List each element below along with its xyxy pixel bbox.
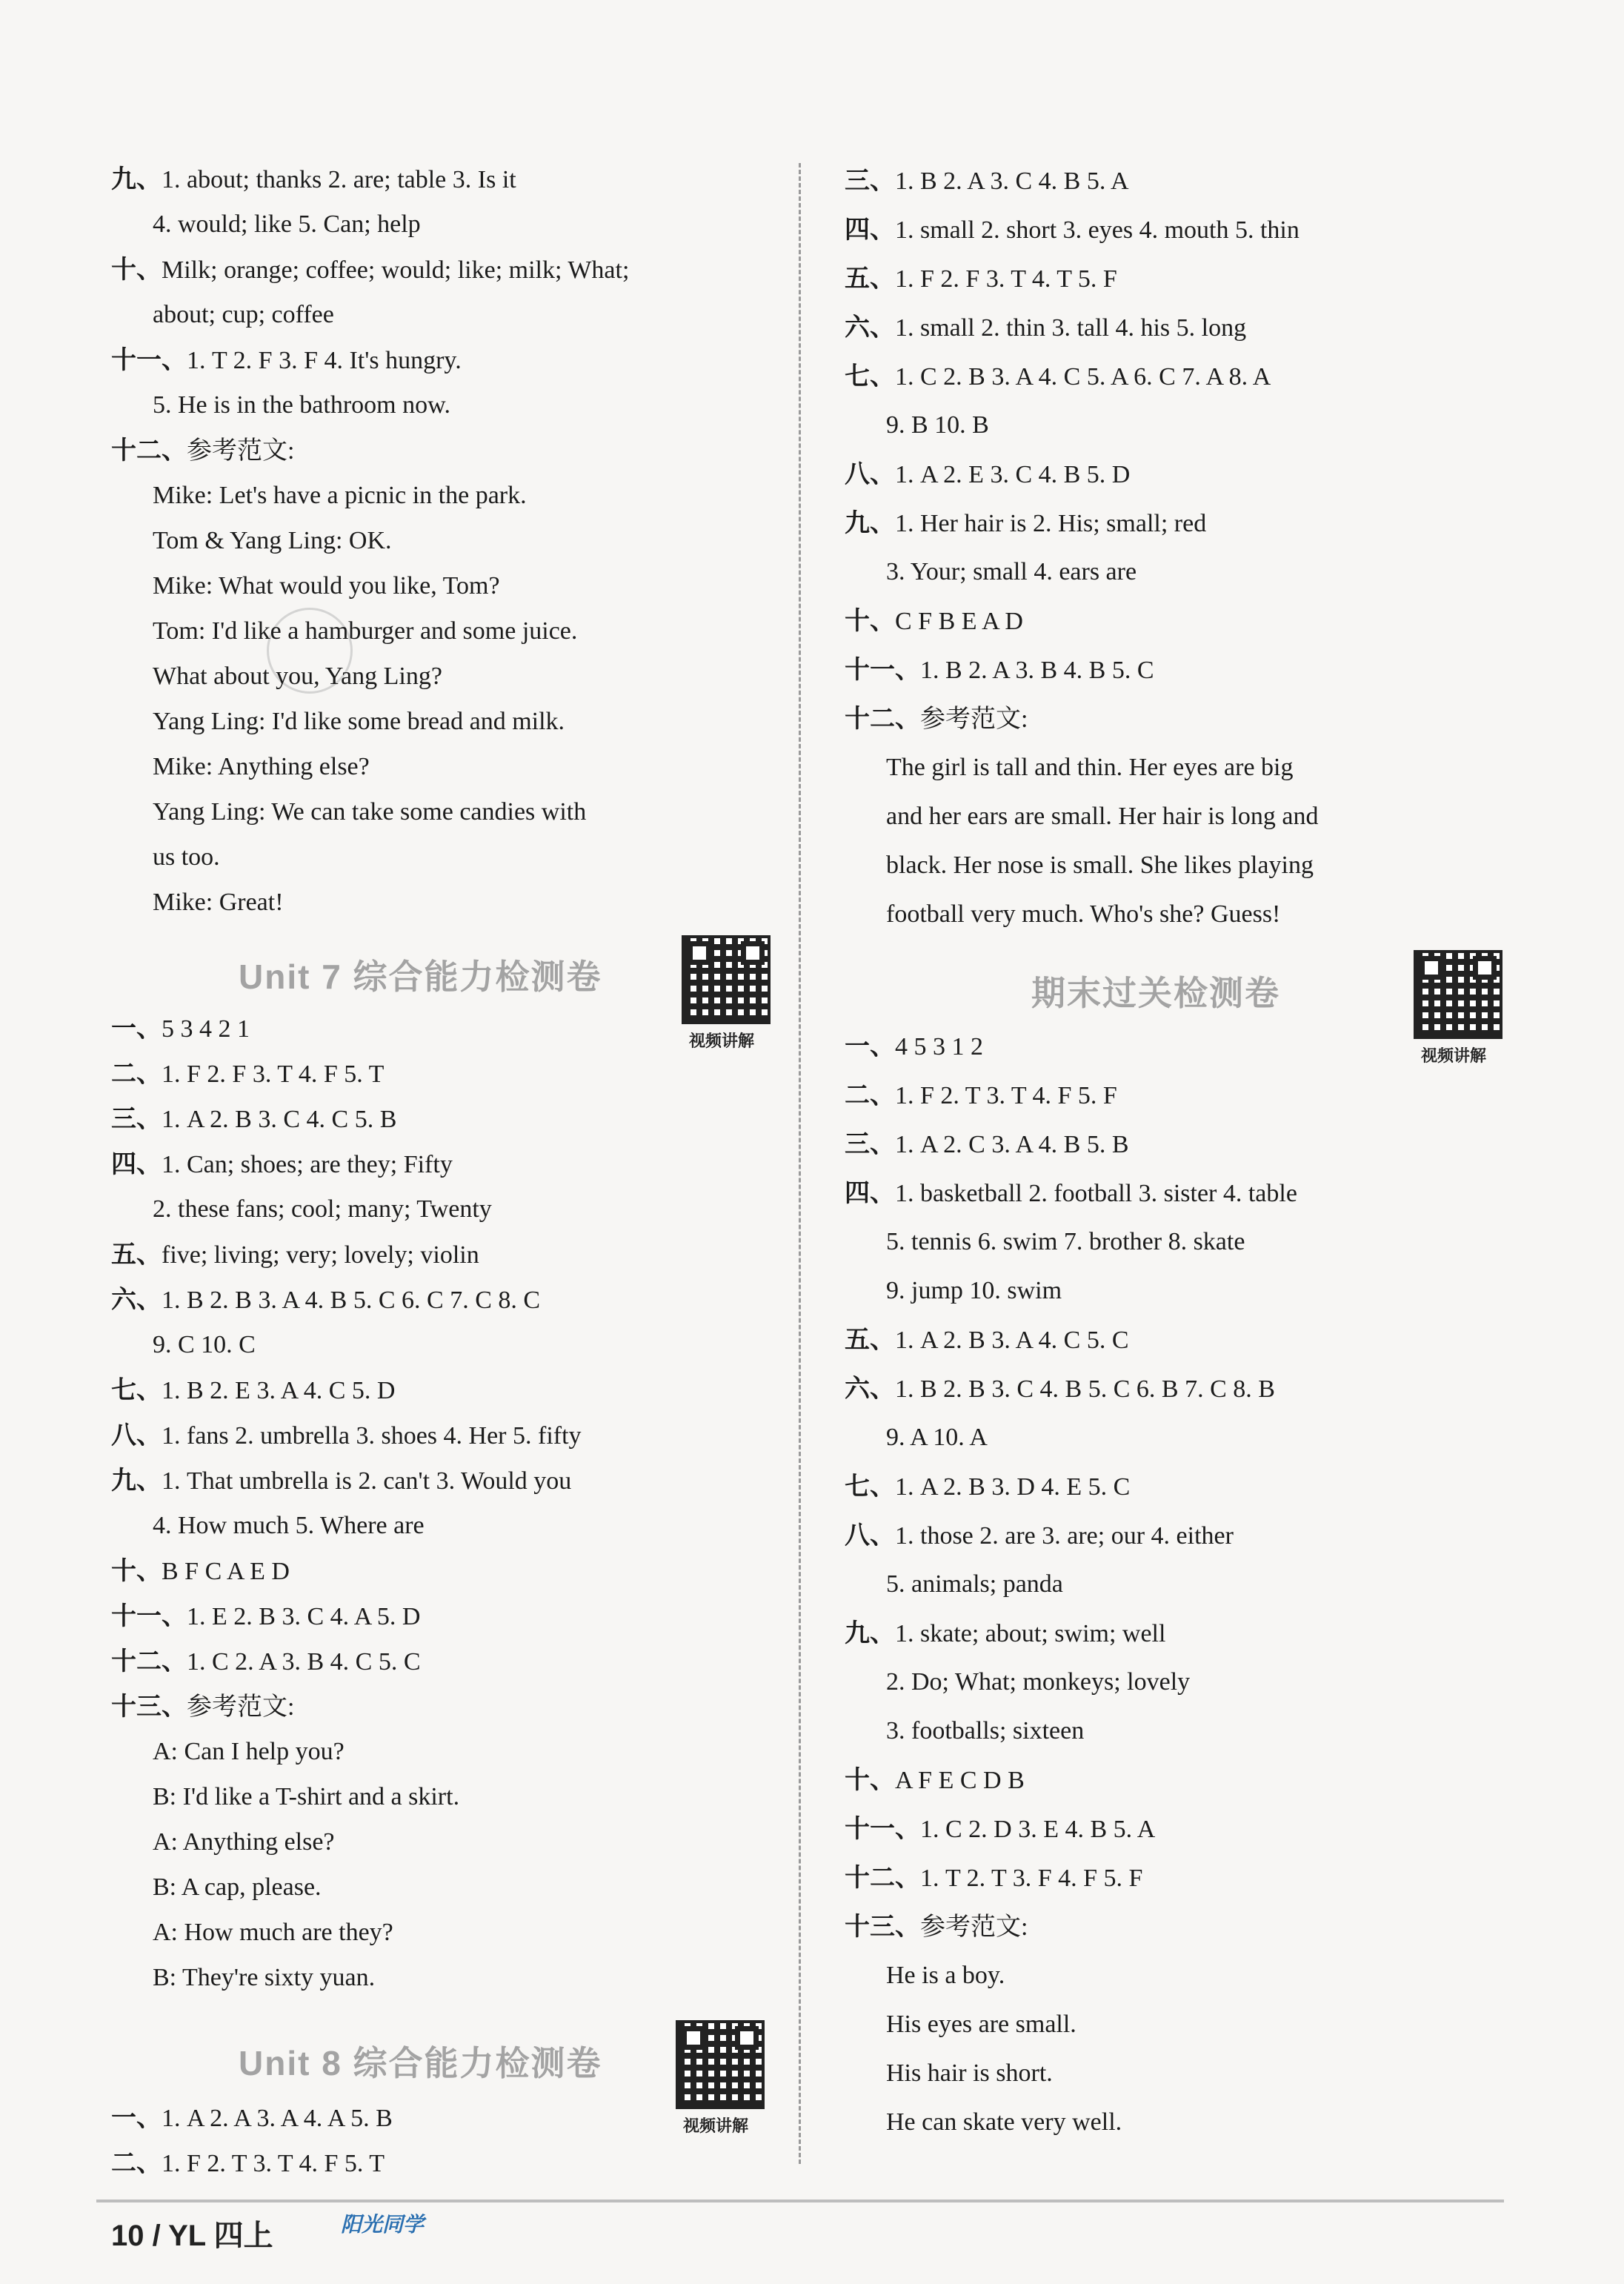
answer-text: 9. jump 10. swim — [886, 1277, 1062, 1304]
answer-text: 1. T 2. T 3. F 4. F 5. F — [920, 1865, 1143, 1892]
unit8-qr-code[interactable] — [676, 2020, 765, 2109]
answer-text: football very much. Who's she? Guess! — [886, 900, 1281, 928]
answer-text: B: They're sixty yuan. — [153, 1964, 376, 1991]
answer-text: 1. A 2. E 3. C 4. B 5. D — [895, 461, 1131, 488]
question-number: 十一、 — [845, 1815, 920, 1843]
final-line — [886, 2010, 1076, 2039]
left-line — [111, 165, 516, 195]
answer-text: Yang Ling: I'd like some bread and milk. — [153, 708, 565, 735]
answer-text: 1. T 2. F 3. F 4. It's hungry. — [187, 347, 462, 374]
answer-text: 1. B 2. E 3. A 4. C 5. D — [162, 1377, 396, 1404]
final-line — [845, 1814, 1155, 1845]
final-qr-code[interactable] — [1414, 950, 1502, 1039]
answer-text: 3. footballs; sixteen — [886, 1717, 1085, 1744]
right-line — [845, 606, 1023, 637]
final-line — [886, 2059, 1053, 2088]
question-number: 十一、 — [845, 656, 920, 684]
unit8-title: Unit 8 综合能力检测卷 — [239, 2044, 602, 2082]
question-number: 六、 — [111, 1286, 162, 1314]
final-line — [886, 1276, 1062, 1306]
answer-text: 1. A 2. C 3. A 4. B 5. B — [895, 1131, 1129, 1158]
answer-text: 1. B 2. A 3. C 4. B 5. A — [895, 167, 1129, 195]
right-line — [886, 753, 1294, 783]
question-number: 二、 — [111, 1060, 162, 1088]
unit7-line — [153, 1737, 345, 1767]
final-line — [886, 1667, 1190, 1697]
left-line — [153, 752, 370, 782]
answer-text: 参考范文: — [920, 706, 1028, 733]
unit8-line — [111, 2148, 385, 2179]
question-number: 三、 — [845, 1130, 895, 1158]
question-number: 四、 — [111, 1150, 162, 1178]
answer-text: 1. F 2. T 3. T 4. F 5. T — [162, 2150, 385, 2177]
answer-text: 1. B 2. B 3. C 4. B 5. C 6. B 7. C 8. B — [895, 1375, 1275, 1403]
answer-text: 2. Do; What; monkeys; lovely — [886, 1668, 1191, 1696]
left-line — [153, 707, 565, 737]
question-number: 七、 — [845, 362, 895, 391]
answer-text: His eyes are small. — [886, 2011, 1076, 2038]
answer-text: Milk; orange; coffee; would; like; milk; What; — [162, 256, 630, 284]
question-number: 十二、 — [845, 705, 920, 733]
footer-rule — [96, 2200, 1504, 2202]
question-number: 十三、 — [111, 1693, 187, 1721]
answer-text: B: A cap, please. — [153, 1873, 322, 1901]
question-number: 六、 — [845, 313, 895, 342]
answer-text: B: I'd like a T-shirt and a skirt. — [153, 1783, 460, 1810]
unit7-line — [111, 1059, 384, 1089]
answer-text: 1. basketball 2. football 3. sister 4. table — [895, 1180, 1297, 1207]
answer-text: 1. A 2. A 3. A 4. A 5. B — [162, 2105, 393, 2132]
answer-text: 1. Can; shoes; are they; Fifty — [162, 1151, 453, 1178]
question-number: 十、 — [111, 256, 162, 284]
answer-text: 1. about; thanks 2. are; table 3. Is it — [162, 166, 516, 193]
answer-text: 1. C 2. B 3. A 4. C 5. A 6. C 7. A 8. A — [895, 363, 1271, 391]
answer-text: 1. F 2. T 3. T 4. F 5. F — [895, 1082, 1117, 1109]
answer-text: 1. C 2. D 3. E 4. B 5. A — [920, 1816, 1156, 1843]
unit7-line — [111, 1285, 540, 1315]
left-line — [153, 210, 421, 239]
final-line — [845, 1765, 1025, 1796]
left-line — [153, 526, 392, 556]
final-line — [845, 1912, 1028, 1942]
question-number: 四、 — [845, 1179, 895, 1207]
answer-text: and her ears are small. Her hair is long and — [886, 803, 1319, 830]
unit7-line — [111, 1240, 479, 1270]
question-number: 七、 — [845, 1473, 895, 1501]
final-line — [845, 1032, 983, 1062]
final-line — [886, 1570, 1063, 1599]
question-number: 六、 — [845, 1375, 895, 1403]
answer-text: 5 3 4 2 1 — [162, 1015, 250, 1043]
answer-text: five; living; very; lovely; violin — [162, 1241, 479, 1269]
answer-text: about; cup; coffee — [153, 301, 334, 328]
unit7-line — [153, 1827, 335, 1857]
question-number: 九、 — [845, 1619, 895, 1647]
unit7-line — [111, 1601, 420, 1632]
question-number: 九、 — [845, 509, 895, 537]
answer-text: 5. He is in the bathroom now. — [153, 391, 450, 419]
answer-text: 1. small 2. thin 3. tall 4. his 5. long — [895, 314, 1247, 342]
unit7-line — [153, 1782, 459, 1812]
right-line — [886, 557, 1137, 587]
answer-text: He can skate very well. — [886, 2108, 1122, 2136]
right-line — [886, 851, 1314, 880]
answer-text: A: Anything else? — [153, 1828, 335, 1856]
unit7-line — [111, 1375, 395, 1406]
unit7-line — [153, 1963, 375, 1993]
right-line — [886, 411, 989, 440]
unit7-line — [111, 1421, 582, 1451]
answer-text: C F B E A D — [895, 608, 1023, 635]
answer-text: 2. these fans; cool; many; Twenty — [153, 1195, 492, 1223]
answer-text: 1. fans 2. umbrella 3. shoes 4. Her 5. fifty — [162, 1422, 582, 1450]
answer-text: He is a boy. — [886, 1962, 1005, 1989]
question-number: 九、 — [111, 165, 162, 193]
answer-text: 1. Her hair is 2. His; small; red — [895, 510, 1207, 537]
left-line — [153, 300, 334, 330]
answer-text: Mike: Let's have a picnic in the park. — [153, 482, 527, 509]
question-number: 七、 — [111, 1376, 162, 1404]
answer-text: 1. small 2. short 3. eyes 4. mouth 5. thin — [895, 216, 1299, 244]
question-number: 十三、 — [845, 1913, 920, 1941]
answer-text: Yang Ling: We can take some candies with — [153, 798, 587, 826]
answer-text: 1. A 2. B 3. C 4. C 5. B — [162, 1106, 397, 1133]
answer-text: 1. F 2. F 3. T 4. T 5. F — [895, 265, 1117, 293]
answer-text: 1. E 2. B 3. C 4. A 5. D — [187, 1603, 421, 1630]
question-number: 十、 — [845, 607, 895, 635]
unit7-line — [111, 1466, 571, 1496]
left-line — [111, 436, 294, 466]
answer-text: 9. C 10. C — [153, 1331, 256, 1358]
final-line — [845, 1129, 1129, 1160]
left-line — [153, 617, 577, 646]
question-number: 十二、 — [111, 436, 187, 465]
answer-text: 4. How much 5. Where are — [153, 1512, 425, 1539]
right-line — [886, 802, 1318, 831]
answer-text: His hair is short. — [886, 2059, 1053, 2087]
right-line — [845, 459, 1130, 490]
unit7-line — [153, 1195, 492, 1224]
unit7-line — [153, 1873, 322, 1902]
unit7-line — [111, 1104, 396, 1135]
final-line — [845, 1472, 1130, 1502]
unit7-line — [153, 1330, 256, 1360]
question-number: 四、 — [845, 216, 895, 244]
right-line — [845, 166, 1129, 196]
answer-text: 参考范文: — [920, 1913, 1028, 1941]
answer-text: The girl is tall and thin. Her eyes are big — [886, 754, 1294, 781]
answer-text: Mike: What would you like, Tom? — [153, 572, 500, 600]
unit7-line — [153, 1511, 425, 1541]
right-line — [845, 704, 1028, 734]
question-number: 九、 — [111, 1467, 162, 1495]
answer-text: B F C A E D — [162, 1558, 290, 1585]
answer-text: Tom & Yang Ling: OK. — [153, 527, 392, 554]
question-number: 五、 — [845, 265, 895, 293]
unit7-title: Unit 7 综合能力检测卷 — [239, 957, 602, 996]
answer-text: 1. skate; about; swim; well — [895, 1620, 1166, 1647]
answer-text: 4 5 3 1 2 — [895, 1033, 983, 1060]
question-number: 一、 — [111, 2104, 162, 2132]
right-line — [845, 362, 1271, 392]
answer-text: 1. B 2. A 3. B 4. B 5. C — [920, 657, 1154, 684]
answer-text: 1. That umbrella is 2. can't 3. Would you — [162, 1467, 572, 1495]
right-line — [845, 508, 1206, 539]
question-number: 二、 — [845, 1081, 895, 1109]
final-line — [886, 1423, 988, 1453]
unit7-line — [111, 1692, 294, 1722]
answer-text: A: How much are they? — [153, 1919, 393, 1946]
answer-text: 5. tennis 6. swim 7. brother 8. skate — [886, 1228, 1245, 1255]
final-line — [886, 2108, 1122, 2137]
right-line — [845, 264, 1117, 294]
final-line — [886, 1716, 1084, 1746]
unit7-qr-code[interactable] — [682, 935, 771, 1024]
unit8-qr-label: 视频讲解 — [683, 2117, 749, 2135]
answer-text: 参考范文: — [187, 1693, 295, 1721]
question-number: 一、 — [845, 1032, 895, 1060]
right-line — [845, 313, 1246, 343]
question-number: 八、 — [845, 460, 895, 488]
answer-text: 9. A 10. A — [886, 1424, 988, 1451]
answer-text: A F E C D B — [895, 1767, 1025, 1794]
answer-text: A: Can I help you? — [153, 1738, 345, 1765]
question-number: 三、 — [845, 167, 895, 195]
left-line — [153, 888, 284, 917]
final-line — [845, 1521, 1234, 1551]
brand-logo: 阳光同学 — [341, 2213, 425, 2236]
left-line — [153, 391, 450, 420]
question-number: 一、 — [111, 1015, 162, 1043]
question-number: 十、 — [111, 1557, 162, 1585]
answer-text: 1. A 2. B 3. A 4. C 5. C — [895, 1327, 1129, 1354]
question-number: 二、 — [111, 2149, 162, 2177]
answer-text: Mike: Anything else? — [153, 753, 370, 780]
answer-text: Tom: I'd like a hamburger and some juice. — [153, 617, 578, 645]
left-line — [153, 481, 527, 511]
answer-text: 参考范文: — [187, 437, 295, 465]
page-footer: 10 / YL 四上 — [111, 2220, 273, 2252]
left-line — [153, 571, 500, 601]
question-number: 十一、 — [111, 1602, 187, 1630]
unit7-line — [111, 1647, 421, 1677]
answer-text: 4. would; like 5. Can; help — [153, 210, 421, 238]
final-line — [886, 1227, 1245, 1257]
final-line — [845, 1619, 1165, 1649]
left-line — [153, 797, 586, 827]
answer-text: black. Her nose is small. She likes playing — [886, 851, 1314, 879]
answer-text: 9. B 10. B — [886, 411, 989, 439]
right-line — [845, 215, 1299, 245]
unit7-line — [111, 1014, 250, 1044]
final-line — [886, 1961, 1005, 1991]
right-line — [886, 900, 1280, 929]
column-divider — [799, 163, 801, 2164]
final-line — [845, 1178, 1297, 1209]
answer-text: 1. C 2. A 3. B 4. C 5. C — [187, 1648, 421, 1676]
final-line — [845, 1080, 1117, 1111]
question-number: 十二、 — [111, 1647, 187, 1676]
unit7-line — [111, 1556, 290, 1587]
final-line — [845, 1863, 1142, 1893]
question-number: 八、 — [845, 1521, 895, 1550]
question-number: 五、 — [111, 1241, 162, 1269]
question-number: 八、 — [111, 1421, 162, 1450]
final-title: 期末过关检测卷 — [1031, 974, 1280, 1012]
answer-text: 1. those 2. are 3. are; our 4. either — [895, 1522, 1234, 1550]
answer-text: 5. animals; panda — [886, 1570, 1063, 1598]
question-number: 五、 — [845, 1326, 895, 1354]
unit7-qr-label: 视频讲解 — [689, 1032, 755, 1050]
question-number: 十二、 — [845, 1864, 920, 1892]
unit7-line — [153, 1918, 393, 1948]
left-line — [111, 345, 462, 376]
answer-text: 1. B 2. B 3. A 4. B 5. C 6. C 7. C 8. C — [162, 1287, 541, 1314]
answer-text: 3. Your; small 4. ears are — [886, 558, 1137, 585]
answer-text: us too. — [153, 843, 220, 871]
unit7-line — [111, 1149, 453, 1180]
question-number: 三、 — [111, 1105, 162, 1133]
answer-text: Mike: Great! — [153, 889, 284, 916]
right-line — [845, 655, 1154, 685]
unit8-line — [111, 2103, 393, 2134]
final-qr-label: 视频讲解 — [1421, 1046, 1487, 1065]
final-line — [845, 1374, 1275, 1404]
answer-text: What about you, Yang Ling? — [153, 663, 442, 690]
answer-text: 1. A 2. B 3. D 4. E 5. C — [895, 1473, 1131, 1501]
left-line — [111, 255, 629, 285]
left-line — [153, 843, 220, 872]
answer-text: 1. F 2. F 3. T 4. F 5. T — [162, 1060, 385, 1088]
left-line — [153, 662, 442, 691]
question-number: 十一、 — [111, 346, 187, 374]
question-number: 十、 — [845, 1766, 895, 1794]
final-line — [845, 1325, 1129, 1355]
